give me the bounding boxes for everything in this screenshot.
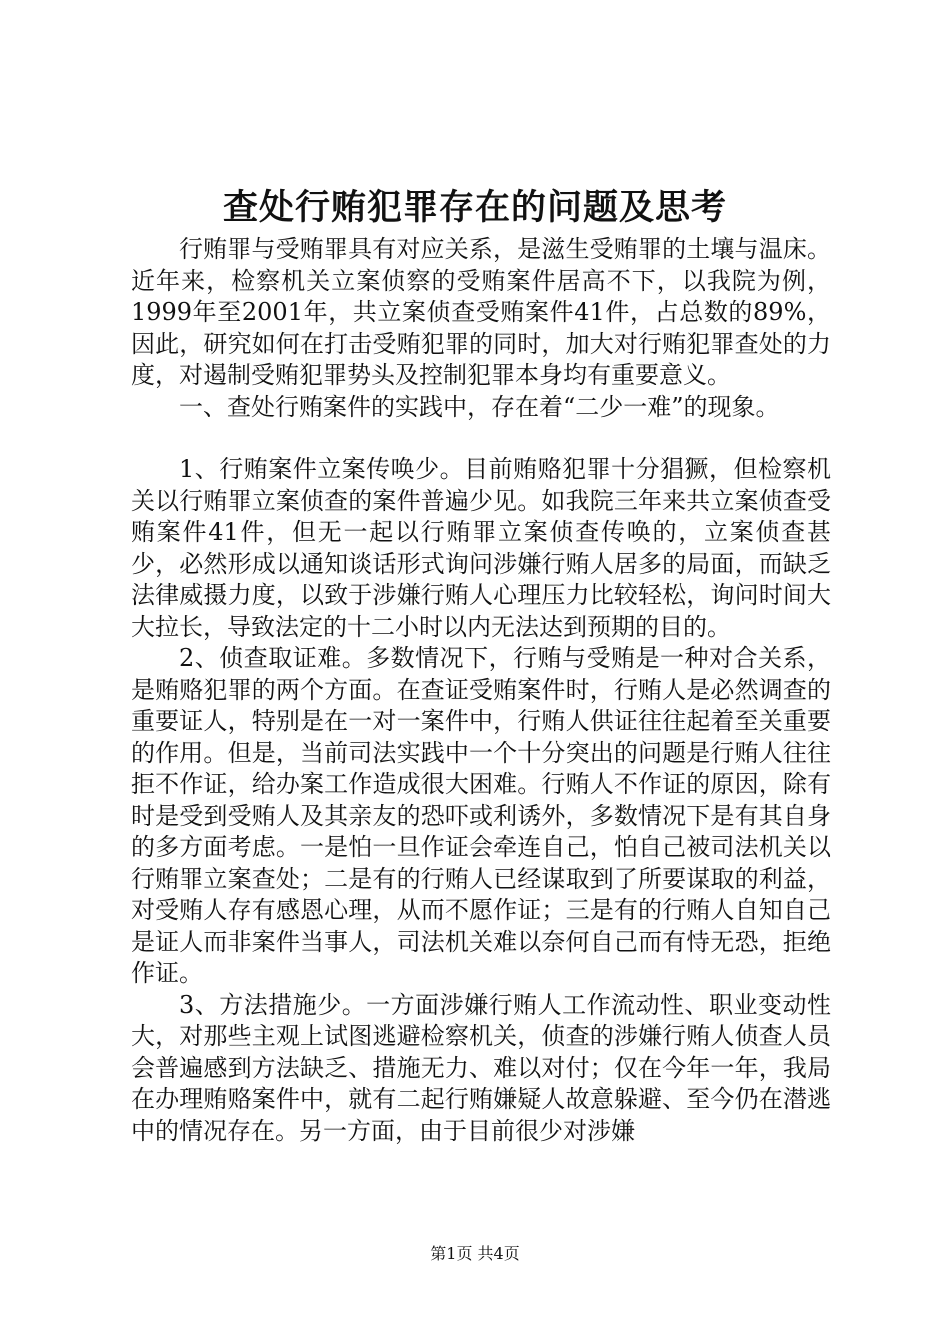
section-heading: 一、查处行贿案件的实践中，存在着“二少一难”的现象。 — [179, 392, 780, 421]
page-footer: 第1页 共4页 — [430, 1244, 520, 1263]
document-body — [131, 234, 831, 1147]
point-2-paragraph: 2、侦查取证难。多数情况下，行贿与受贿是一种对合关系，是贿赂犯罪的两个方面。在查证受贿案件时，行贿人是必然调查的重要证人，特别是在一对一案件中，行贿人供证往往起着至关重要的作用。但是，当前司法实践中一个十分突出的问题是行贿人往往拒不作证，给办案工作造成很大困难。行贿人不作证的原因，除有时是受到受贿人及其亲友的恐吓或利诱外，多数情况下是有其自身的多方面考虑。一是怕一旦作证会牵连自己，怕自己被司法机关以行贿罪立案查处；二是有的行贿人已经谋取到了所要谋取的利益，对受贿人存有感恩心理，从而不愿作证；三是有的行贿人自知自己是证人而非案件当事人，司法机关难以奈何自己而有恃无恐，拒绝作证。 — [131, 644, 831, 987]
intro-paragraph: 行贿罪与受贿罪具有对应关系，是滋生受贿罪的土壤与温床。近年来，检察机关立案侦察的受贿案件居高不下，以我院为例，1999年至2001年，共立案侦查受贿案件41件，占总数的89%，因此，研究如何在打击受贿犯罪的同时，加大对行贿犯罪查处的力度，对遏制受贿犯罪势头及控制犯罪本身均有重要意义。 — [131, 235, 831, 389]
point-1-paragraph: 1、行贿案件立案传唤少。目前贿赂犯罪十分猖獗，但检察机关以行贿罪立案侦查的案件普遍少见。如我院三年来共立案侦查受贿案件41件，但无一起以行贿罪立案侦查传唤的，立案侦查甚少，必然形成以通知谈话形式询问涉嫌行贿人居多的局面，而缺乏法律威摄力度，以致于涉嫌行贿人心理压力比较轻松，询问时间大大拉长，导致法定的十二小时以内无法达到预期的目的。 — [131, 455, 831, 641]
point-3-paragraph: 3、方法措施少。一方面涉嫌行贿人工作流动性、职业变动性大，对那些主观上试图逃避检察机关，侦查的涉嫌行贿人侦查人员会普遍感到方法缺乏、措施无力、难以对付；仅在今年一年，我局在办理贿赂案件中，就有二起行贿嫌疑人故意躲避、至今仍在潜逃中的情况存在。另一方面，由于目前很少对涉嫌 — [131, 990, 831, 1145]
paragraph-gap — [131, 423, 831, 454]
document-title: 查处行贿犯罪存在的问题及思考 — [222, 187, 727, 228]
